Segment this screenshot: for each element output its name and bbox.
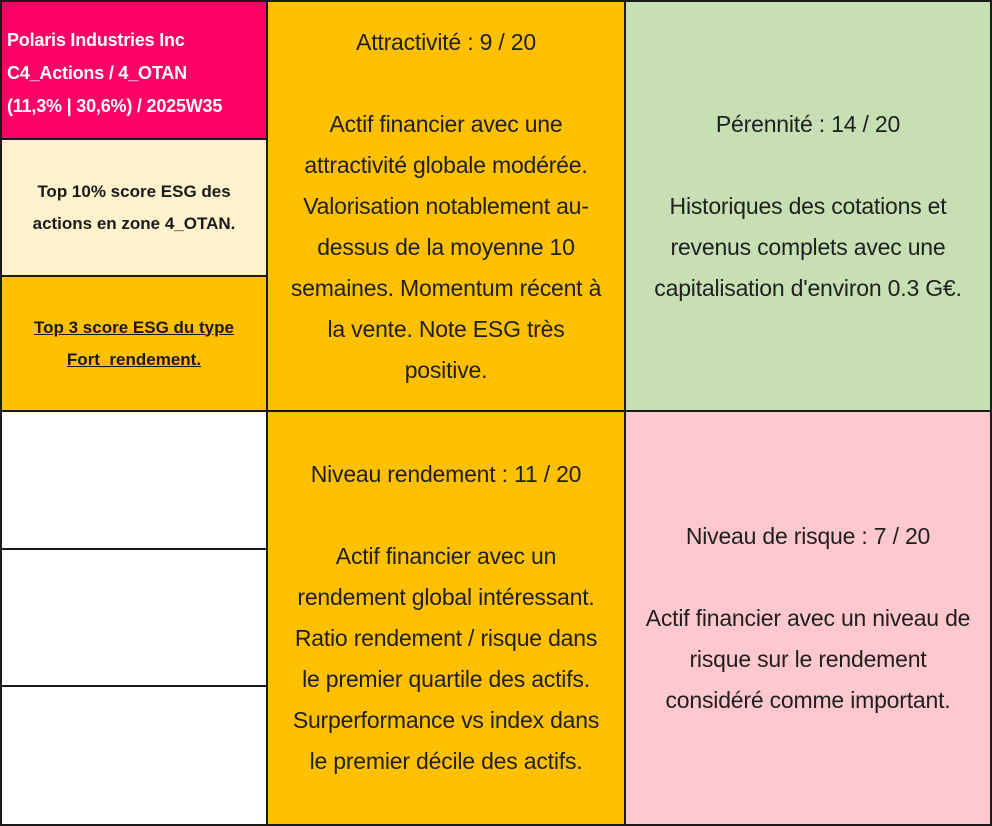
empty-cell (0, 548, 268, 687)
risque-cell (624, 410, 992, 826)
risque-title: Niveau de risque : 7 / 20 (685, 522, 931, 549)
esg-zone-rank-cell (0, 138, 268, 277)
empty-cell (0, 410, 268, 550)
perennite-line: Historiques des cotations et (669, 192, 947, 219)
attractivite-line: la vente. Note ESG très (327, 315, 565, 342)
rendement-line: rendement global intéressant. (297, 584, 595, 610)
esg-type-rank-cell (0, 275, 268, 412)
asset-identity-cell (0, 0, 268, 140)
perennite-cell (624, 0, 992, 412)
attractivite-line: Actif financier avec une (329, 110, 563, 137)
esg-type-line-1: Top 3 score ESG du type (34, 317, 234, 337)
perennite-title: Pérennité : 14 / 20 (715, 110, 901, 137)
risque-line: Actif financier avec un niveau de (645, 604, 971, 631)
asset-period: (11,3% | 30,6%) / 2025W35 (7, 96, 223, 116)
esg-zone-line-2: actions en zone 4_OTAN. (32, 213, 236, 233)
attractivite-line: dessus de la moyenne 10 (317, 233, 575, 260)
rendement-line: le premier quartile des actifs. (302, 666, 590, 692)
risque-body (646, 598, 971, 721)
esg-zone-line-1: Top 10% score ESG des (37, 181, 231, 201)
perennite-line: capitalisation d'environ 0.3 G€. (654, 274, 962, 301)
rendement-line: Surperformance vs index dans (292, 707, 600, 733)
rendement-line: Ratio rendement / risque dans (294, 625, 598, 651)
attractivite-cell (266, 0, 626, 412)
attractivite-title: Attractivité : 9 / 20 (356, 28, 536, 55)
esg-type-line-2: Fort_rendement. (66, 349, 202, 369)
rendement-body (293, 536, 599, 782)
attractivite-line: positive. (404, 356, 488, 383)
rendement-title: Niveau rendement : 11 / 20 (310, 461, 582, 487)
attractivite-line: attractivité globale modérée. (304, 151, 588, 178)
attractivite-body (291, 104, 601, 391)
attractivite-line: semaines. Momentum récent à (290, 274, 602, 301)
risque-line: considéré comme important. (665, 686, 951, 713)
rendement-line: le premier décile des actifs. (309, 748, 583, 774)
asset-name: Polaris Industries Inc (7, 30, 185, 50)
perennite-line: revenus complets avec une (670, 233, 946, 260)
risque-line: risque sur le rendement (689, 645, 927, 672)
attractivite-line: Valorisation notablement au- (303, 192, 589, 219)
rendement-cell (266, 410, 626, 826)
perennite-body (654, 186, 961, 309)
rendement-line: Actif financier avec un (335, 543, 557, 569)
asset-category: C4_Actions / 4_OTAN (7, 63, 187, 83)
empty-cell (0, 685, 268, 826)
